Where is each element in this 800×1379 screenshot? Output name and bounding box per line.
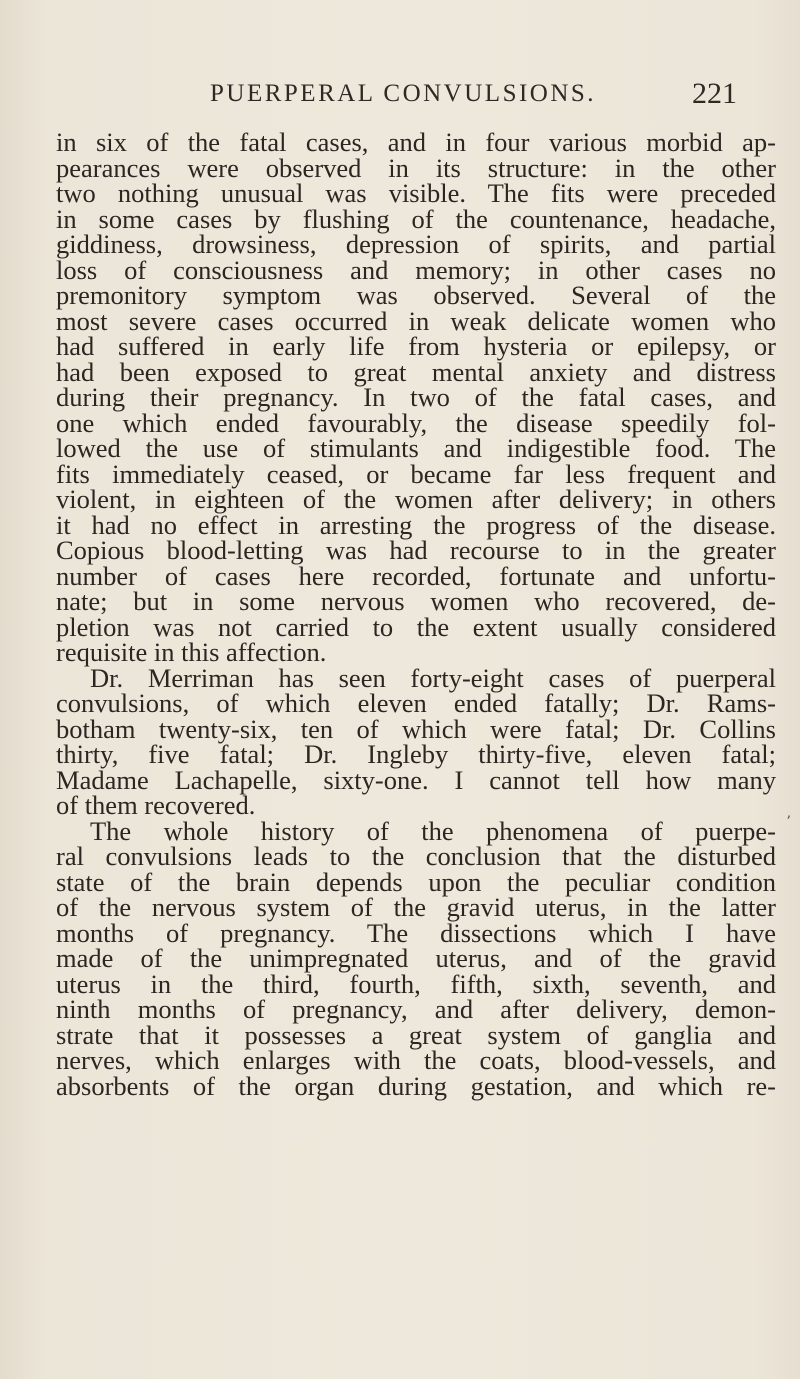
text-line: ral convulsions leads to the conclusion that the disturbed	[56, 841, 776, 871]
text-line: strate that it possesses a great system of ganglia and	[56, 1019, 776, 1050]
body-text	[56, 127, 776, 1101]
page-number: 221	[692, 77, 737, 110]
text-line: state of the brain depends upon the peculiar condition	[56, 866, 776, 897]
text-line: of the nervous system of the gravid uterus, in the latter	[56, 892, 776, 922]
text-line: botham twenty-six, ten of which were fatal; Dr. Collins	[56, 713, 776, 744]
text-line: violent, in eighteen of the women after delivery; in others	[56, 484, 776, 514]
text-line: made of the unimpregnated uterus, and of the gravid	[56, 943, 776, 973]
text-line: two nothing unusual was visible. The fits were preceded	[56, 178, 776, 208]
text-line: lowed the use of stimulants and indigestible food. The	[56, 433, 776, 463]
text-line: one which ended favourably, the disease speedily fol-	[56, 407, 776, 438]
text-line: giddiness, drowsiness, depression of spirits, and partial	[56, 229, 776, 259]
text-line: requisite in this affection.	[56, 637, 327, 667]
text-line: of them recovered.	[56, 790, 256, 820]
text-line: pearances were observed in its structure: in the other	[56, 152, 776, 183]
text-line: thirty, five fatal; Dr. Ingleby thirty-five, eleven fatal;	[56, 739, 776, 769]
margin-mark: ʼ	[786, 814, 791, 830]
text-line: Copious blood-letting was had recourse to in the greater	[56, 535, 776, 565]
text-line: fits immediately ceased, or became far less frequent and	[56, 458, 776, 489]
text-line: ninth months of pregnancy, and after delivery, demon-	[56, 994, 776, 1024]
text-line: most severe cases occurred in weak delicate women who	[56, 305, 776, 336]
running-title: PUERPERAL CONVULSIONS.	[210, 80, 597, 107]
text-line: Madame Lachapelle, sixty-one. I cannot tell how many	[56, 764, 776, 795]
text-line: uterus in the third, fourth, fifth, sixth, seventh, and	[56, 968, 776, 999]
text-line: pletion was not carried to the extent usually considered	[56, 611, 776, 642]
text-line: The whole history of the phenomena of puerpe-	[90, 815, 776, 846]
text-line: months of pregnancy. The dissections which I have	[56, 917, 776, 948]
text-line: it had no effect in arresting the progress of the disease.	[56, 509, 776, 540]
text-line: Dr. Merriman has seen forty-eight cases of puerperal	[90, 662, 776, 693]
text-line: in some cases by flushing of the countenance, headache,	[56, 203, 776, 234]
text-line: loss of consciousness and memory; in other cases no	[56, 254, 776, 285]
text-line: number of cases here recorded, fortunate and unfortu-	[56, 560, 776, 591]
text-line: had suffered in early life from hysteria or epilepsy, or	[56, 331, 776, 361]
text-line: nate; but in some nervous women who recovered, de-	[56, 586, 776, 616]
text-line: nerves, which enlarges with the coats, blood-vessels, and	[56, 1045, 776, 1075]
text-line: in six of the fatal cases, and in four various morbid ap-	[56, 127, 776, 157]
page-header	[0, 77, 800, 120]
text-line: premonitory symptom was observed. Several of the	[56, 280, 776, 310]
text-line: convulsions, of which eleven ended fatally; Dr. Rams-	[56, 688, 776, 718]
text-line: had been exposed to great mental anxiety and distress	[56, 356, 776, 387]
text-line: absorbents of the organ during gestation, and which re-	[56, 1070, 776, 1101]
text-line: during their pregnancy. In two of the fatal cases, and	[56, 382, 776, 412]
